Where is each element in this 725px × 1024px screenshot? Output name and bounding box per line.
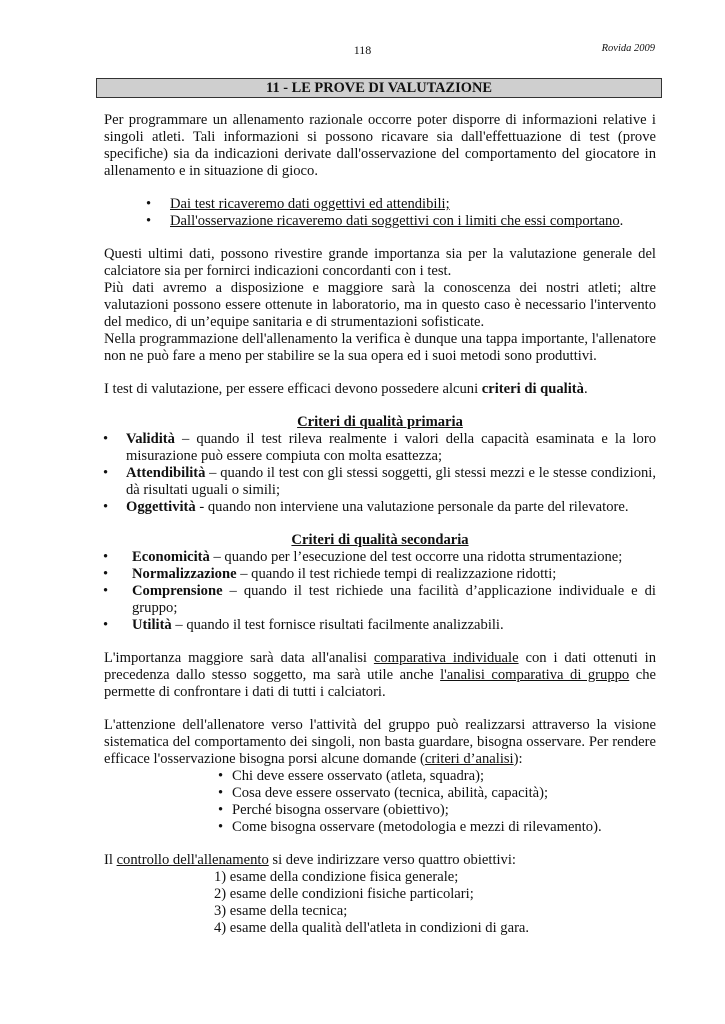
objectives-list [104,869,656,937]
analysis-questions-list [104,768,656,836]
list-item: 1) esame della condizione fisica generale; [214,869,459,885]
secondary-criteria-list [104,549,656,634]
observation-paragraph: L'attenzione dell'allenatore verso l'attività del gruppo può realizzarsi attraverso la visione sistematica del comportamento dei singoli, non basta guardare, bisogna osservare. Per rendere efficace l'osservazione bisogna porsi alcune domande (criteri d’analisi): [104,717,656,767]
control-paragraph: Il controllo dell'allenamento si deve indirizzare verso quattro obiettivi: [104,852,516,868]
secondary-criteria-heading: Criteri di qualità secondaria [291,532,469,548]
running-header: Rovida 2009 [601,43,655,54]
list-item [104,196,656,213]
list-item: • Perché bisogna osservare (obiettivo); [104,802,656,819]
importance-paragraph: Questi ultimi dati, possono rivestire grande importanza sia per la valutazione generale del calciatore sia per fornirci indicazioni concordanti con i test. [104,246,656,279]
page-number: 118 [353,43,372,57]
data-source-text: Dai test ricaveremo dati oggettivi ed attendibili; [170,196,450,212]
list-item: • Normalizzazione – quando il test richiede tempi di realizzazione ridotti; [104,566,656,583]
importance-paragraph: Più dati avremo a disposizione e maggiore sarà la conoscenza dei nostri atleti; altre valutazioni possono essere ottenute in laboratorio, ma in questo caso è necessario l'intervento del medico, di un’equipe sanitaria e di strumentazioni sofisticate. [104,280,656,330]
list-item: • Attendibilità – quando il test con gli stessi soggetti, gli stessi mezzi e le stesse condizioni, dà risultati uguali o simili; [104,465,656,499]
list-item: • Utilità – quando il test fornisce risultati facilmente analizzabili. [104,617,656,634]
list-item: • Cosa deve essere osservato (tecnica, abilità, capacità); [104,785,656,802]
chapter-title: 11 - LE PROVE DI VALUTAZIONE [96,78,662,98]
primary-criteria-list [104,431,656,516]
list-item: • Dall'osservazione ricaveremo dati soggettivi con i limiti che essi comportano. [104,213,656,230]
page-body [104,112,656,937]
importance-paragraph: Nella programmazione dell'allenamento la verifica è dunque una tappa importante, l'allenatore non ne può fare a meno per stabilire se la sua opera ed i suoi metodi sono produttivi. [104,331,656,364]
data-source-text: Dall'osservazione ricaveremo dati soggettivi con i limiti che essi comportano [170,213,620,229]
list-item: • Chi deve essere osservato (atleta, squadra); [104,768,656,785]
list-item: 3) esame della tecnica; [214,903,348,919]
criteria-intro: I test di valutazione, per essere efficaci devono possedere alcuni criteri di qualità. [104,381,588,397]
intro-paragraph: Per programmare un allenamento razionale occorre poter disporre di informazioni relative i singoli atleti. Tali informazioni si possono ricavare sia dall'effettuazione di test (prove specifiche) sia da indicazioni derivate dall'osservazione del comportamento del giocatore in allenamento e in situazione di gioco. [104,112,656,179]
list-item: • Economicità – quando per l’esecuzione del test occorre una ridotta strumentazione; [104,549,656,566]
analysis-paragraph: L'importanza maggiore sarà data all'analisi comparativa individuale con i dati ottenuti in precedenza dallo stesso soggetto, ma sarà utile anche l'analisi comparativa di gruppo che permette di confrontare i dati di tutti i calciatori. [104,650,656,700]
list-item: • Oggettività - quando non interviene una valutazione personale da parte del rilevatore. [104,499,656,516]
data-sources-list [104,196,656,230]
list-item: 2) esame delle condizioni fisiche particolari; [214,886,474,902]
list-item: 4) esame della qualità dell'atleta in condizioni di gara. [214,920,530,936]
primary-criteria-heading: Criteri di qualità primaria [297,414,463,430]
list-item: • Comprensione – quando il test richiede una facilità d’applicazione individuale e di gruppo; [104,583,656,617]
list-item: • Come bisogna osservare (metodologia e mezzi di rilevamento). [104,819,656,836]
list-item: • Validità – quando il test rileva realmente i valori della capacità esaminata e la loro misurazione può essere compiuta con molta esattezza; [104,431,656,465]
